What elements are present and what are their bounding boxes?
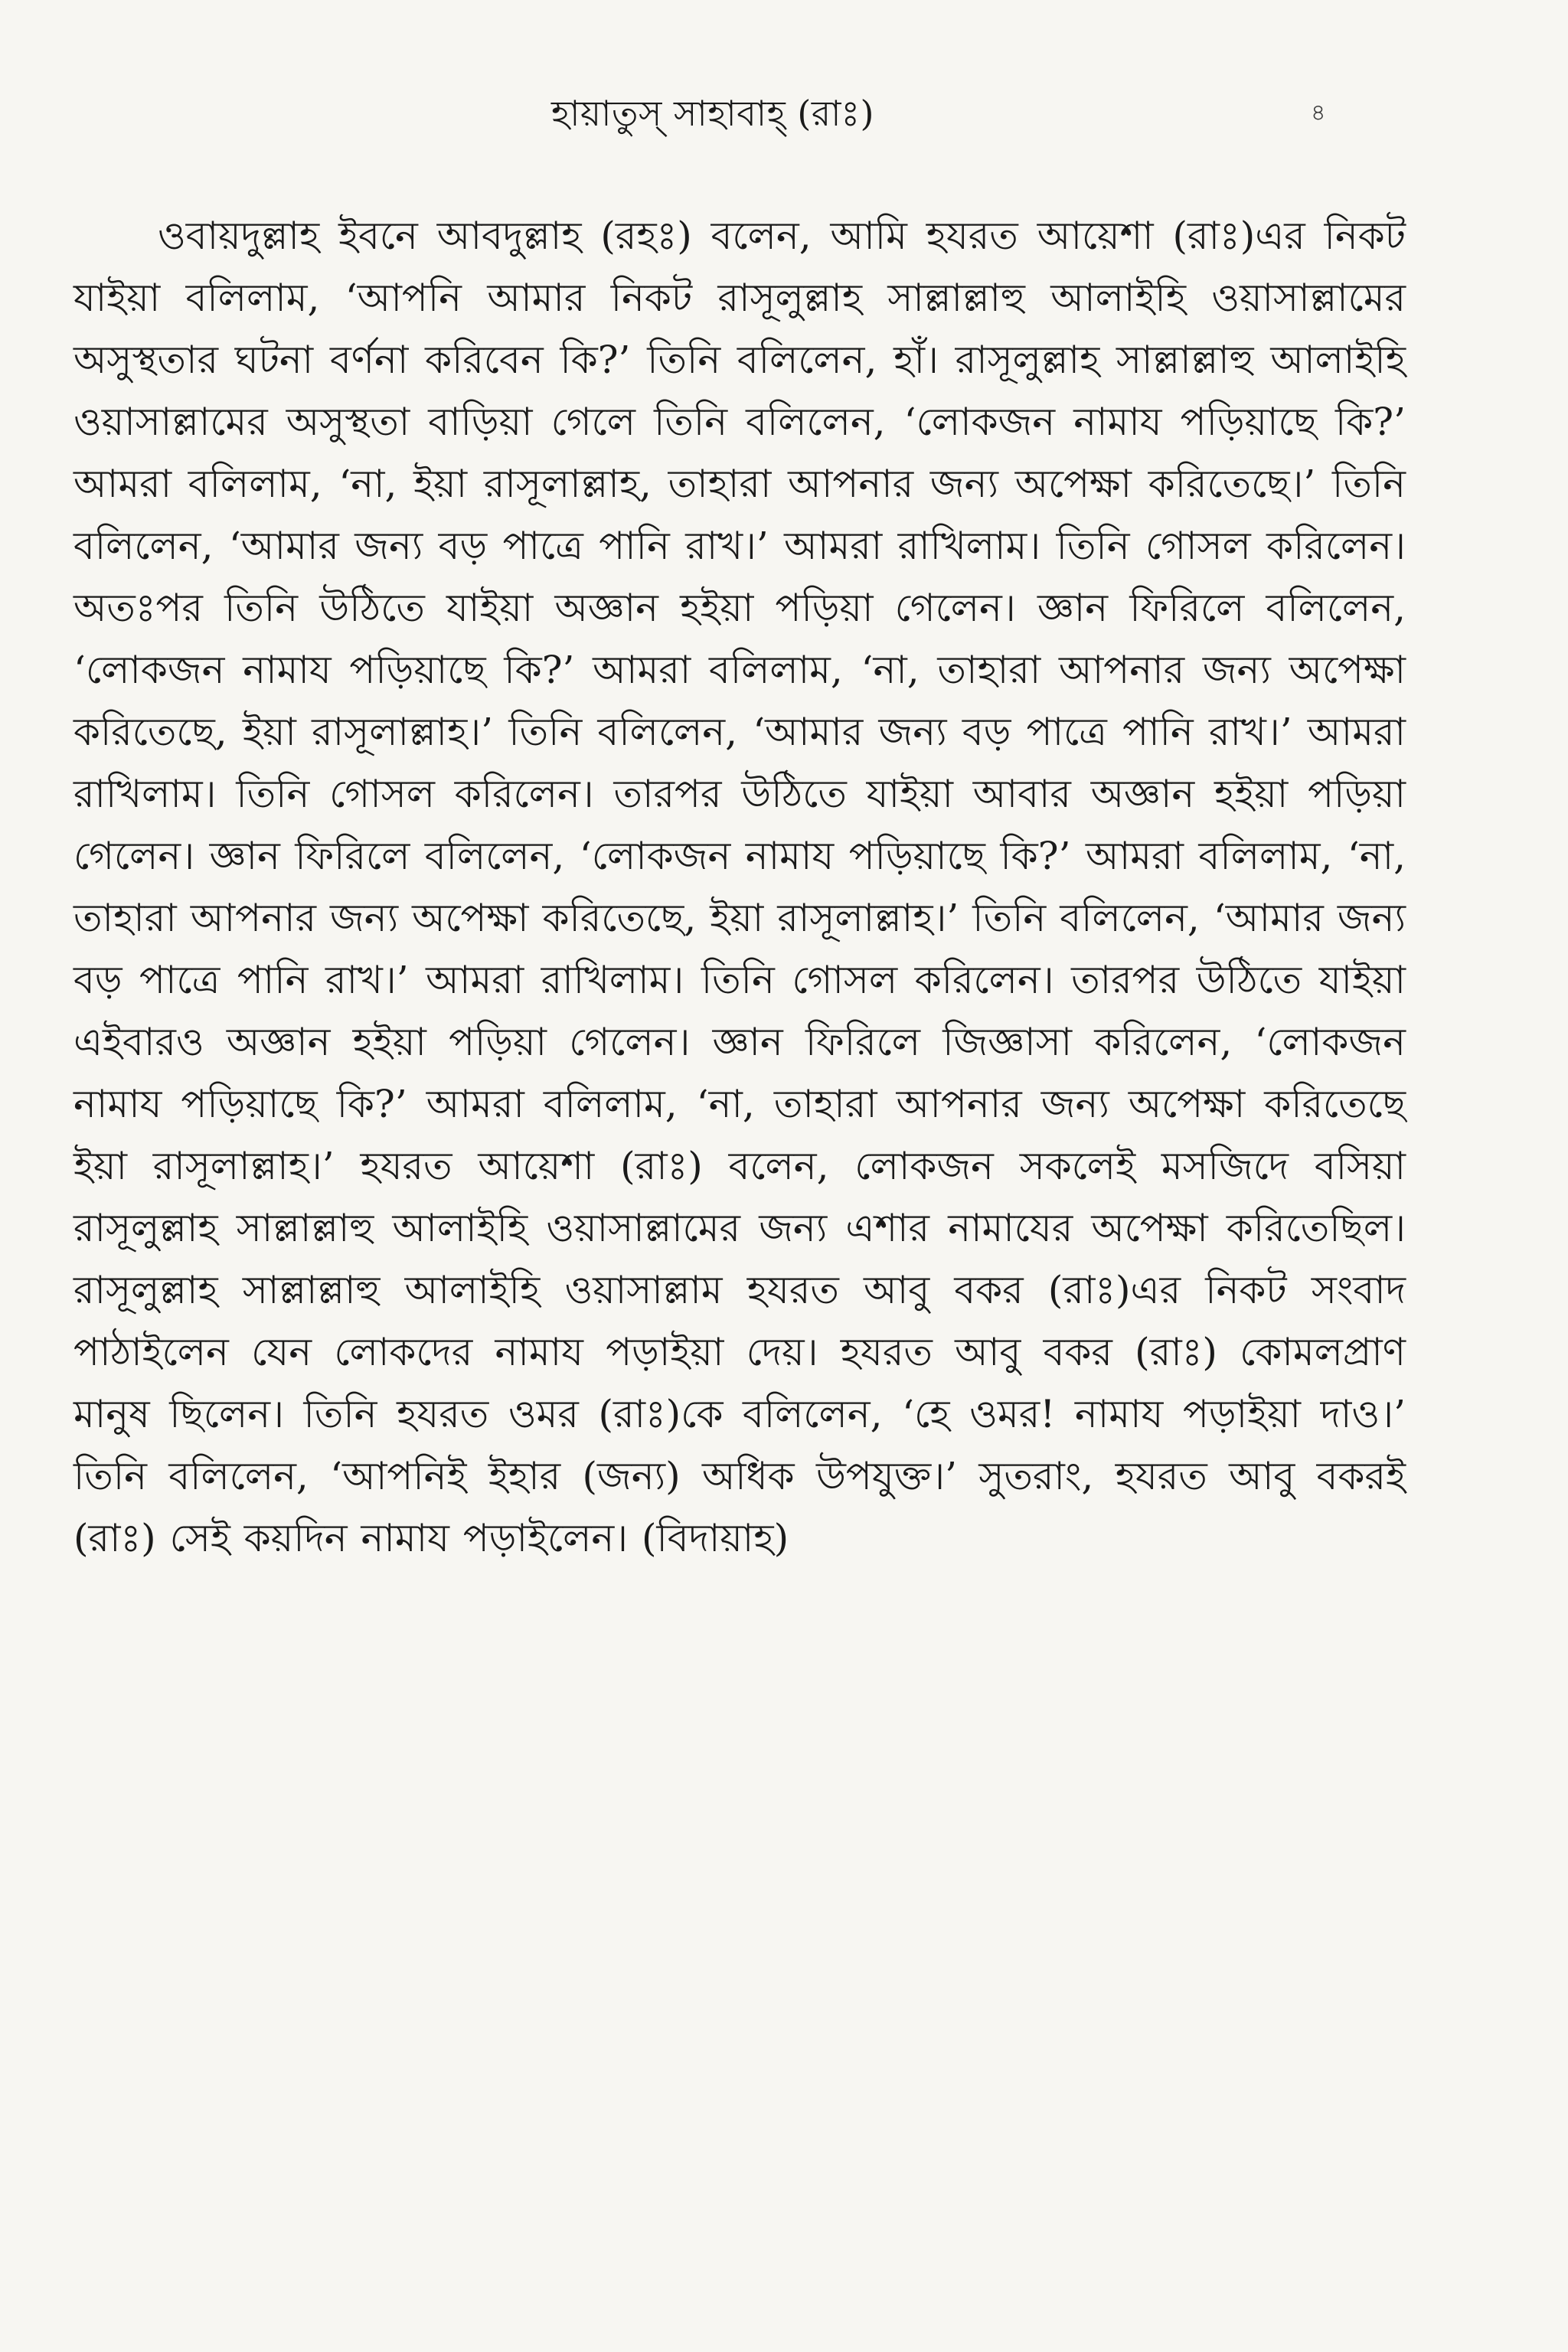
body-text [74, 205, 1406, 1570]
page-number: ৪ [1311, 100, 1326, 126]
book-title: হায়াতুস্ সাহাবাহ্ (রাঃ) [551, 93, 874, 134]
paragraph: ওবায়দুল্লাহ ইবনে আবদুল্লাহ (রহঃ) বলেন, আমি হযরত আয়েশা (রাঃ)এর নিকট যাইয়া বলিলাম, ‘আপনি আমার নিকট রাসূলুল্লাহ সাল্লাল্লাহু আলাইহি ওয়াসাল্লামের অসুস্থতার ঘটনা বর্ণনা করিবেন কি?’ তিনি বলিলেন, হাঁ। রাসূলুল্লাহ সাল্লাল্লাহু আলাইহি ওয়াসাল্লামের অসুস্থতা বাড়িয়া গেলে তিনি বলিলেন, ‘লোকজন নামায পড়িয়াছে কি?’ আমরা বলিলাম, ‘না, ইয়া রাসূলাল্লাহ, তাহারা আপনার জন্য অপেক্ষা করিতেছে।’ তিনি বলিলেন, ‘আমার জন্য বড় পাত্রে পানি রাখ।’ আমরা রাখিলাম। তিনি গোসল করিলেন। অতঃপর তিনি উঠিতে যাইয়া অজ্ঞান হইয়া পড়িয়া গেলেন। জ্ঞান ফিরিলে বলিলেন, ‘লোকজন নামায পড়িয়াছে কি?’ আমরা বলিলাম, ‘না, তাহারা আপনার জন্য অপেক্ষা করিতেছে, ইয়া রাসূলাল্লাহ।’ তিনি বলিলেন, ‘আমার জন্য বড় পাত্রে পানি রাখ।’ আমরা রাখিলাম। তিনি গোসল করিলেন। তারপর উঠিতে যাইয়া আবার অজ্ঞান হইয়া পড়িয়া গেলেন। জ্ঞান ফিরিলে বলিলেন, ‘লোকজন নামায পড়িয়াছে কি?’ আমরা বলিলাম, ‘না, তাহারা আপনার জন্য অপেক্ষা করিতেছে, ইয়া রাসূলাল্লাহ।’ তিনি বলিলেন, ‘আমার জন্য বড় পাত্রে পানি রাখ।’ আমরা রাখিলাম। তিনি গোসল করিলেন। তারপর উঠিতে যাইয়া এইবারও অজ্ঞান হইয়া পড়িয়া গেলেন। জ্ঞান ফিরিলে জিজ্ঞাসা করিলেন, ‘লোকজন নামায পড়িয়াছে কি?’ আমরা বলিলাম, ‘না, তাহারা আপনার জন্য অপেক্ষা করিতেছে ইয়া রাসূলাল্লাহ।’ হযরত আয়েশা (রাঃ) বলেন, লোকজন সকলেই মসজিদে বসিয়া রাসূলুল্লাহ সাল্লাল্লাহু আলাইহি ওয়াসাল্লামের জন্য এশার নামাযের অপেক্ষা করিতেছিল। রাসূলুল্লাহ সাল্লাল্লাহু আলাইহি ওয়াসাল্লাম হযরত আবু বকর (রাঃ)এর নিকট সংবাদ পাঠাইলেন যেন লোকদের নামায পড়াইয়া দেয়। হযরত আবু বকর (রাঃ) কোমলপ্রাণ মানুষ ছিলেন। তিনি হযরত ওমর (রাঃ)কে বলিলেন, ‘হে ওমর! নামায পড়াইয়া দাও।’ তিনি বলিলেন, ‘আপনিই ইহার (জন্য) অধিক উপযুক্ত।’ সুতরাং, হযরত আবু বকরই (রাঃ) সেই কয়দিন নামায পড়াইলেন। (বিদায়াহ) [74, 214, 1406, 1560]
running-head [0, 83, 1568, 144]
